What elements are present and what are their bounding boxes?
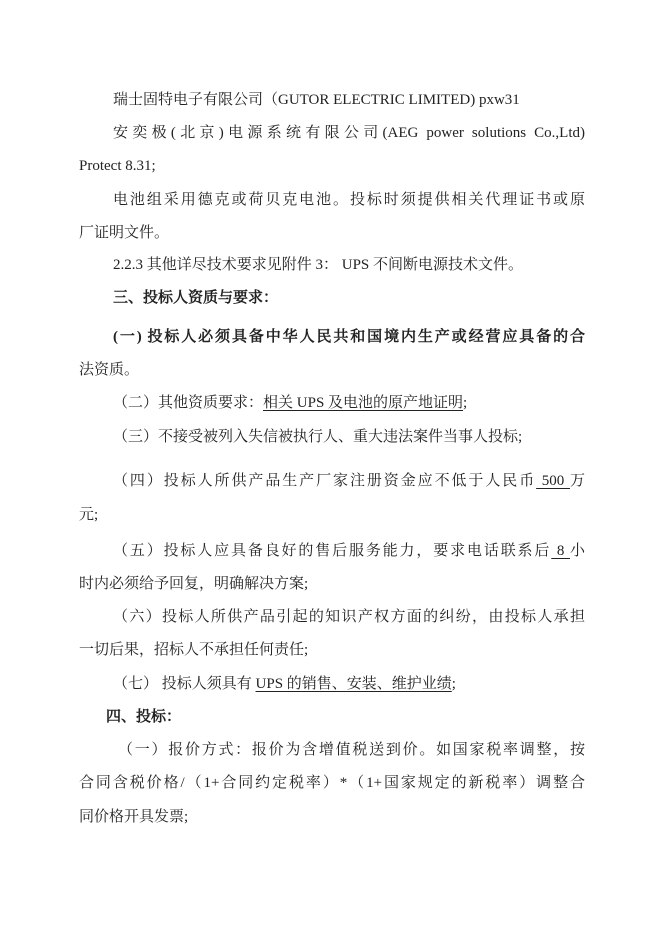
paragraph-line: （六）投标人所供产品引起的知识产权方面的纠纷，由投标人承担: [113, 609, 585, 625]
paragraph-line: 法资质。: [79, 362, 140, 378]
paragraph-line: 安奕极(北京)电源系统有限公司(AEG power solutions Co.,Ltd): [113, 125, 585, 141]
section-heading: 四、投标：: [106, 709, 182, 725]
paragraph-line: (一) 投标人必须具备中华人民共和国境内生产或经营应具备的合: [113, 329, 585, 345]
paragraph-line: 合同含税价格/（1+合同约定税率）*（1+国家规定的新税率）调整合: [79, 775, 585, 791]
paragraph-line: [113, 541, 585, 561]
line-text: （四）投标人所供产品生产厂家注册资金应不低于人民币: [113, 473, 537, 489]
paragraph-line: （三）不接受被列入失信被执行人、重大违法案件当事人投标;: [113, 429, 523, 445]
paragraph-line: 瑞士固特电子有限公司（GUTOR ELECTRIC LIMITED) pxw31: [113, 92, 520, 108]
line-text: 万: [569, 473, 585, 489]
paragraph-line: 厂证明文件。: [79, 225, 170, 241]
paragraph-line: （一）报价方式：报价为含增值税送到价。如国家税率调整，按: [118, 742, 585, 758]
paragraph-line: Protect 8.31;: [79, 158, 156, 174]
line-text: （五）投标人应具备良好的售后服务能力，要求电话联系后: [113, 543, 552, 559]
line-text: （七） 投标人须具有: [113, 676, 256, 692]
underlined-text: UPS 的销售、安装、维护业绩: [255, 676, 452, 692]
paragraph-line: 元;: [79, 507, 99, 523]
paragraph-line: [113, 393, 467, 413]
line-text: 小: [569, 543, 585, 559]
underlined-value: 500: [536, 473, 570, 489]
line-text: （二）其他资质要求：: [113, 395, 264, 411]
paragraph-line: 电池组采用德克或荷贝克电池。投标时须提供相关代理证书或原: [113, 192, 585, 208]
paragraph-line: 2.2.3 其他详尽技术要求见附件 3： UPS 不间断电源技术文件。: [113, 257, 524, 273]
section-heading: 三、投标人资质与要求：: [113, 290, 279, 306]
line-text: ;: [463, 395, 468, 411]
underlined-text: 相关 UPS 及电池的原产地证明: [263, 395, 464, 411]
paragraph-line: 时内必须给予回复，明确解决方案;: [79, 576, 309, 592]
paragraph-line: [113, 674, 456, 694]
paragraph-line: 一切后果，招标人不承担任何责任;: [79, 642, 309, 658]
underlined-value: 8: [551, 543, 570, 559]
paragraph-line: 同价格开具发票;: [79, 809, 189, 825]
line-text: ;: [451, 676, 456, 692]
paragraph-line: [113, 471, 585, 491]
